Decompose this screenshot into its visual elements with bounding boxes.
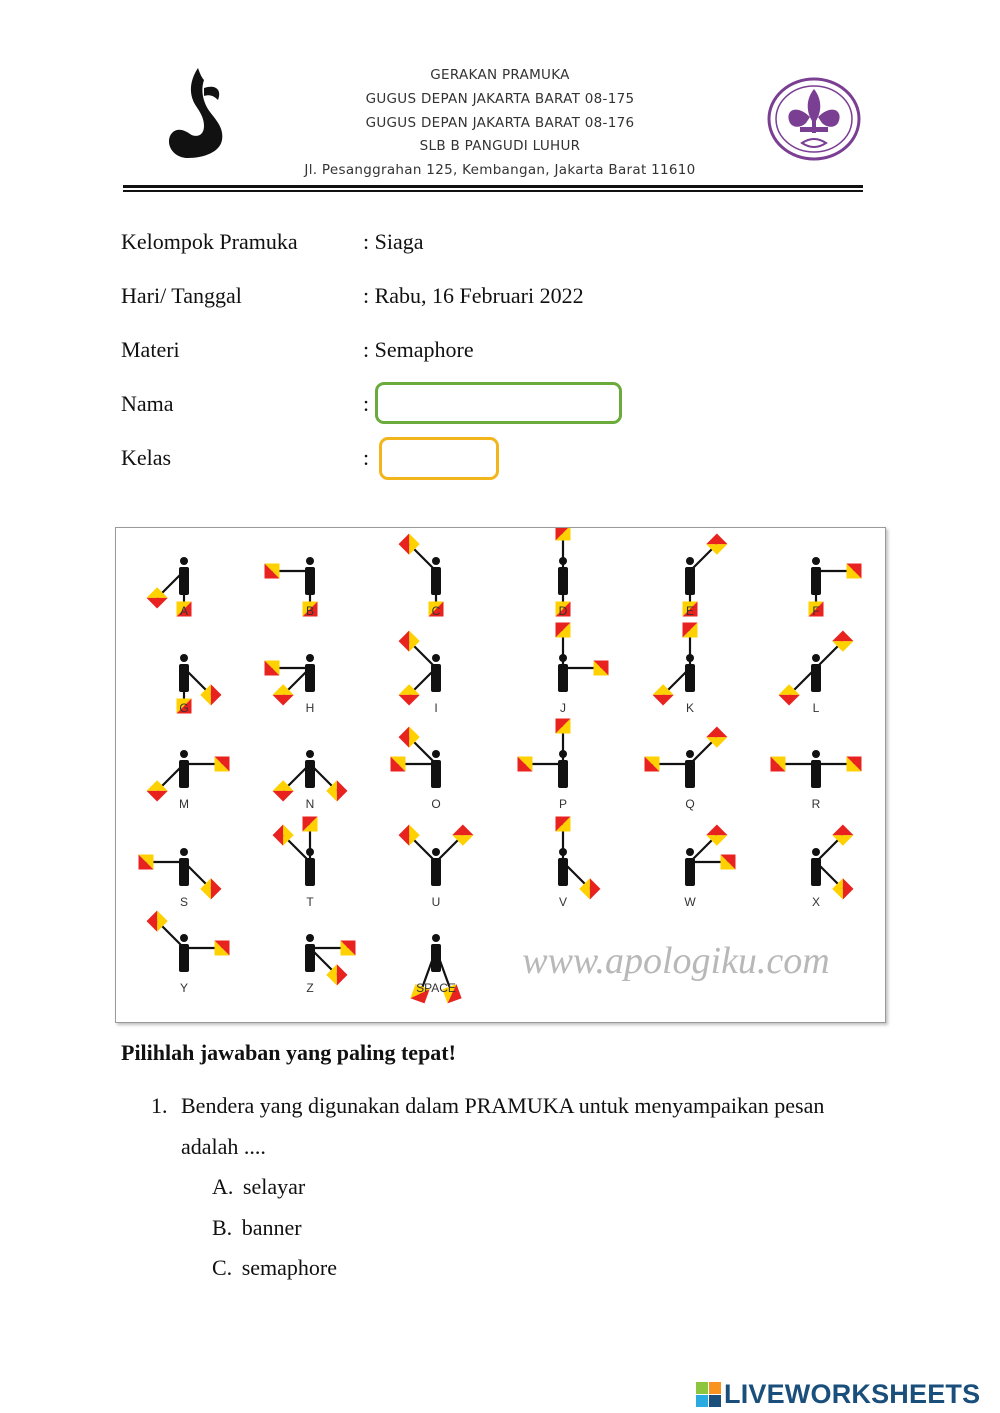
figure-head [306,557,314,565]
watermark-text: www.apologiku.com [522,940,830,982]
semaphore-letter-label: O [431,797,441,811]
header-rule-top [123,185,863,188]
semaphore-letter-space [410,934,461,1003]
option-b-letter: B. [212,1215,233,1240]
liveworksheets-badge-icon [696,1382,722,1408]
figure-head [432,934,440,942]
figure-head [432,848,440,856]
field-label-materi: Materi [121,337,180,362]
semaphore-letter-label: P [558,797,568,811]
option-c-letter: C. [212,1255,233,1280]
semaphore-letter-label: Y [179,981,189,995]
semaphore-flag [645,757,660,772]
semaphore-flag [265,661,280,676]
semaphore-chart-svg [116,528,885,1022]
semaphore-letter-label: R [811,797,821,811]
semaphore-letter-e [683,534,728,618]
semaphore-letter-b [265,557,318,618]
semaphore-flag [139,855,154,870]
option-b[interactable] [212,1215,302,1241]
field-value-materi: : Semaphore [363,337,474,362]
figure-head [812,848,820,856]
semaphore-letter-label: M [179,797,189,811]
option-c-text: semaphore [241,1255,337,1280]
semaphore-letter-h [265,654,316,715]
figure-head [812,557,820,565]
semaphore-letter-label: A [179,604,189,618]
semaphore-letter-a [147,557,192,618]
org-unit-line-1: GUGUS DEPAN JAKARTA BARAT 08-175 [365,91,635,107]
semaphore-flag [303,817,318,832]
figure-body [431,858,441,886]
semaphore-letter-label: L [812,701,820,715]
field-label-kelompok: Kelompok Pramuka [121,229,298,254]
semaphore-letter-label: W [684,895,696,909]
semaphore-letter-v [556,817,601,910]
semaphore-flag [556,623,571,638]
semaphore-letter-c [399,534,444,618]
semaphore-flag [556,719,571,734]
semaphore-letter-label: Q [685,797,695,811]
semaphore-letter-p [518,719,571,812]
semaphore-letter-label: S [179,895,189,909]
option-a-text: selayar [242,1174,306,1199]
semaphore-flag [556,528,571,541]
figure-body [305,858,315,886]
semaphore-flag [341,941,356,956]
semaphore-letter-u [399,825,474,909]
question-number: 1. [151,1093,168,1118]
figure-head [686,557,694,565]
liveworksheets-logo[interactable] [696,1379,980,1410]
field-label-kelas: Kelas [121,445,172,470]
figure-head [306,934,314,942]
figure-head [686,848,694,856]
semaphore-letter-label: Z [306,981,314,995]
question-text-line-2: adalah .... [181,1134,266,1159]
figure-head [306,750,314,758]
question-text-line-1: Bendera yang digunakan dalam PRAMUKA untuk menyampaikan pesan [181,1093,825,1118]
field-label-nama: Nama [121,391,174,416]
figure-head [432,654,440,662]
figure-head [180,557,188,565]
semaphore-letter-t [273,817,318,910]
semaphore-letter-label: I [434,701,438,715]
figure-head [306,654,314,662]
semaphore-letter-label: J [560,701,566,715]
semaphore-flag [771,757,786,772]
semaphore-flag [847,757,862,772]
semaphore-flag [683,623,698,638]
figure-head [180,848,188,856]
nama-input[interactable] [375,382,622,424]
option-a[interactable] [212,1174,305,1200]
semaphore-letter-z [305,934,356,995]
org-unit-line-2: GUGUS DEPAN JAKARTA BARAT 08-176 [365,115,635,131]
figure-head [180,934,188,942]
semaphore-letter-label: E [685,604,695,618]
figure-head [432,557,440,565]
semaphore-letter-x [811,825,853,909]
instruction-text: Pilihlah jawaban yang paling tepat! [121,1040,456,1065]
semaphore-letter-o [391,727,442,811]
semaphore-letter-label: G [179,701,189,715]
semaphore-letter-label: T [306,895,314,909]
semaphore-letter-r [771,750,862,811]
figure-head [686,750,694,758]
field-value-tanggal: : Rabu, 16 Februari 2022 [363,283,584,308]
semaphore-flag [594,661,609,676]
semaphore-flag [215,941,230,956]
semaphore-letter-label: V [558,895,568,909]
figure-head [180,654,188,662]
figure-head [180,750,188,758]
semaphore-flag [215,757,230,772]
semaphore-letter-label: SPACE [416,981,456,995]
school-name: SLB B PANGUDI LUHUR [419,138,581,154]
semaphore-letter-label: H [305,701,315,715]
field-colon-nama: : [363,391,370,416]
liveworksheets-brand: LIVEWORKSHEETS [724,1379,981,1409]
semaphore-letter-label: F [812,604,820,618]
semaphore-letter-k [653,623,698,716]
semaphore-letter-l [779,631,854,715]
option-a-letter: A. [212,1174,234,1199]
semaphore-letter-label: K [685,701,695,715]
semaphore-flag [391,757,406,772]
semaphore-letter-m [147,750,230,811]
semaphore-flag [265,564,280,579]
semaphore-chart [115,527,886,1023]
semaphore-letter-j [556,623,609,716]
figure-head [812,750,820,758]
field-value-kelompok: : Siaga [363,229,424,254]
semaphore-letter-label: N [305,797,315,811]
semaphore-letter-label: D [558,604,568,618]
option-b-text: banner [241,1215,302,1240]
semaphore-flag [556,817,571,832]
semaphore-letter-s [139,848,222,909]
semaphore-letter-label: C [431,604,441,618]
figure-head [432,750,440,758]
field-colon-kelas: : [363,445,370,470]
semaphore-letter-w [684,825,735,909]
figure-head [812,654,820,662]
semaphore-flag [721,855,736,870]
kelas-input[interactable] [379,437,499,480]
field-label-tanggal: Hari/ Tanggal [121,283,242,308]
semaphore-letter-y [147,911,230,995]
semaphore-letter-label: X [811,895,821,909]
semaphore-letter-g [177,654,222,715]
semaphore-letter-f [809,557,862,618]
semaphore-letter-i [399,631,441,715]
semaphore-letter-d [556,528,571,618]
option-c[interactable] [212,1255,337,1281]
semaphore-flag [847,564,862,579]
wosm-emblem [766,77,862,165]
semaphore-flag [518,757,533,772]
semaphore-letter-label: B [305,604,315,618]
semaphore-letter-n [273,750,348,811]
semaphore-letter-q [645,727,728,811]
org-title: GERAKAN PRAMUKA [430,67,570,83]
school-address: Jl. Pesanggrahan 125, Kembangan, Jakarta Barat 11610 [304,162,696,178]
semaphore-letter-label: U [431,895,441,909]
header-rule-bottom [123,190,863,192]
